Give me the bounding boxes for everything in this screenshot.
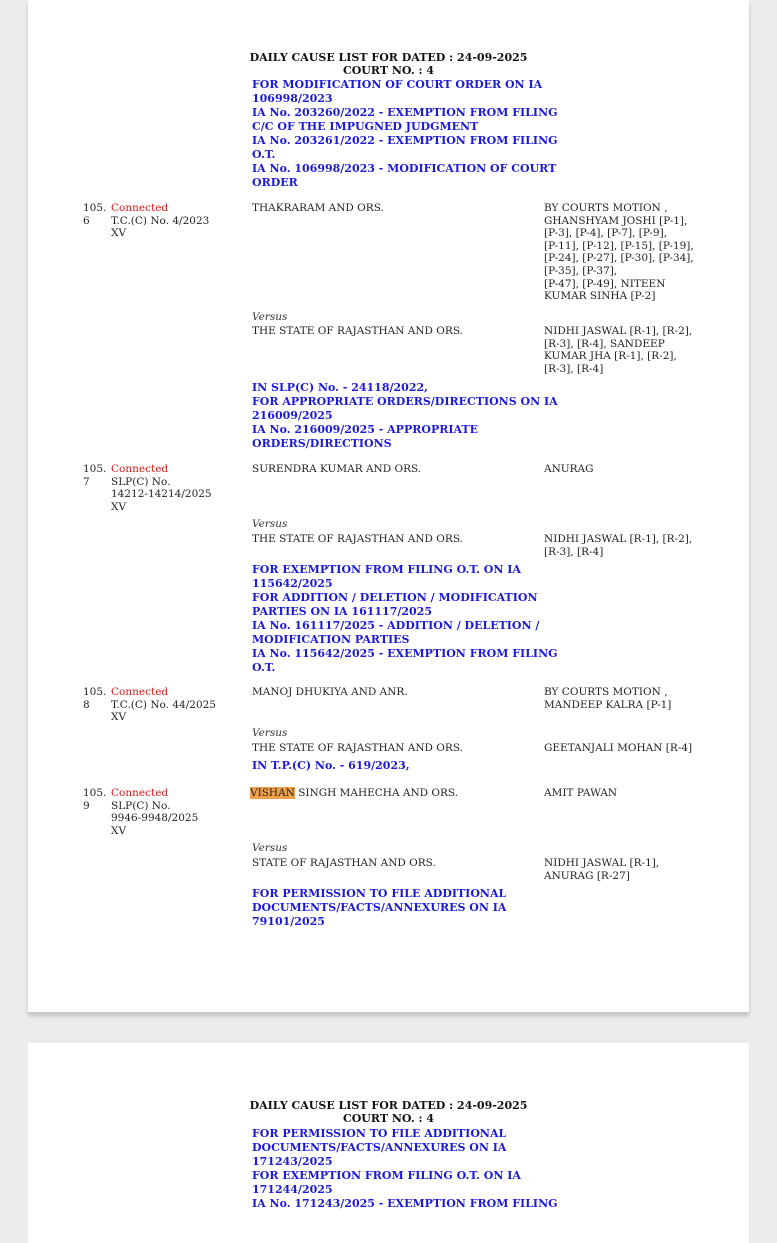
respondent-advocates: GEETANJALI MOHAN [R-4] — [544, 742, 693, 754]
respondent-advocates: NIDHI JASWAL [R-1], [R-2], [R-3], [R-4] — [544, 533, 693, 558]
cause-list-title: DAILY CAUSE LIST FOR DATED : 24-09-2025 — [249, 1099, 528, 1112]
petitioner-name: MANOJ DHUKIYA AND ANR. — [252, 686, 408, 698]
versus-label: Versus — [252, 518, 288, 530]
search-highlight: VISHAN — [250, 787, 295, 799]
case-number: SLP(C) No. — [111, 475, 171, 488]
respondent-name: STATE OF RAJASTHAN AND ORS. — [252, 857, 436, 869]
item-notes: IN SLP(C) No. - 24118/2022, FOR APPROPRIATE ORDERS/DIRECTIONS ON IA 216009/2025 IA No. 216009/2025 - APPROPRIATE ORDERS/DIRECTIONS — [252, 381, 558, 450]
item-number: 105. 9 — [83, 787, 107, 812]
respondent-advocates: NIDHI JASWAL [R-1], ANURAG [R-27] — [544, 857, 660, 882]
top-notes-block — [252, 78, 558, 190]
note-line: IA No. 203261/2022 - EXEMPTION FROM FILING — [252, 134, 558, 147]
item-notes: FOR EXEMPTION FROM FILING O.T. ON IA 115642/2025 FOR ADDITION / DELETION / MODIFICATION PARTIES ON IA 161117/2025 IA No. 161117/2025 - ADDITION / DELETION / MODIFICATION PARTIES IA No. 115642/2025 - EXEMPTION FROM FILING O.T. — [252, 563, 558, 674]
note-line: O.T. — [252, 148, 276, 161]
item-number: 105. 8 — [83, 686, 107, 711]
cause-list-page-2 — [28, 1043, 749, 1243]
item-notes: FOR PERMISSION TO FILE ADDITIONAL DOCUMENTS/FACTS/ANNEXURES ON IA 79101/2025 — [252, 887, 507, 928]
note-line: FOR MODIFICATION OF COURT ORDER ON IA — [252, 78, 543, 91]
case-info: Connected SLP(C) No. 9946-9948/2025 XV — [111, 787, 199, 837]
respondent-name: THE STATE OF RAJASTHAN AND ORS. — [252, 325, 463, 337]
status-connected: Connected — [111, 202, 169, 214]
versus-label: Versus — [252, 311, 288, 323]
court-number: COURT NO. : 4 — [342, 1112, 435, 1125]
item-notes: IN T.P.(C) No. - 619/2023, — [252, 759, 410, 772]
petitioner-name: SURENDRA KUMAR AND ORS. — [252, 463, 422, 475]
case-number: T.C.(C) No. 4/2023 — [111, 214, 210, 227]
status-connected: Connected — [111, 686, 169, 698]
petitioner-advocates: ANURAG — [544, 463, 594, 475]
cause-list-page — [28, 0, 749, 1012]
cause-list-title: DAILY CAUSE LIST FOR DATED : 24-09-2025 — [249, 51, 528, 64]
note-line: IA No. 106998/2023 - MODIFICATION OF COURT — [252, 162, 557, 175]
petitioner-name: VISHAN SINGH MAHECHA AND ORS. — [250, 787, 459, 799]
respondent-name: THE STATE OF RAJASTHAN AND ORS. — [252, 742, 463, 754]
case-info: Connected T.C.(C) No. 44/2025 XV — [111, 686, 216, 724]
case-number: T.C.(C) No. 44/2025 — [111, 698, 216, 711]
petitioner-name: THAKRARAM AND ORS. — [252, 202, 384, 214]
note-line: ORDER — [252, 176, 298, 189]
item-number: 105. 6 — [83, 202, 107, 227]
case-number: SLP(C) No. — [111, 799, 171, 812]
case-info: Connected T.C.(C) No. 4/2023 XV — [111, 202, 210, 240]
respondent-advocates: NIDHI JASWAL [R-1], [R-2], [R-3], [R-4], SANDEEP KUMAR JHA [R-1], [R-2], [R-3], [R-4] — [544, 325, 693, 375]
court-number: COURT NO. : 4 — [342, 64, 435, 77]
petitioner-advocates: BY COURTS MOTION , GHANSHYAM JOSHI [P-1], [P-3], [P-4], [P-7], [P-9], [P-11], [P-12], [P-15], [P-19], [P-24], [P-27], [P-30], [P-34], [P-35], [P-37], [P-47], [P-49], NITEEN KUMAR SINHA [P-2] — [544, 202, 694, 303]
status-connected: Connected — [111, 463, 169, 475]
top-notes-block: FOR PERMISSION TO FILE ADDITIONAL DOCUMENTS/FACTS/ANNEXURES ON IA 171243/2025 FOR EXEMPTION FROM FILING O.T. ON IA 171244/2025 IA No. 171243/2025 - EXEMPTION FROM FILING — [252, 1127, 558, 1210]
versus-label: Versus — [252, 727, 288, 739]
petitioner-advocates: BY COURTS MOTION , MANDEEP KALRA [P-1] — [544, 686, 672, 711]
note-line: IA No. 203260/2022 - EXEMPTION FROM FILING — [252, 106, 558, 119]
case-info: Connected SLP(C) No. 14212-14214/2025 XV — [111, 463, 212, 513]
status-connected: Connected — [111, 787, 169, 799]
petitioner-advocates: AMIT PAWAN — [544, 787, 618, 799]
versus-label: Versus — [252, 842, 288, 854]
note-line: 106998/2023 — [252, 92, 333, 105]
respondent-name: THE STATE OF RAJASTHAN AND ORS. — [252, 533, 463, 545]
item-number: 105. 7 — [83, 463, 107, 488]
note-line: C/C OF THE IMPUGNED JUDGMENT — [252, 120, 479, 133]
